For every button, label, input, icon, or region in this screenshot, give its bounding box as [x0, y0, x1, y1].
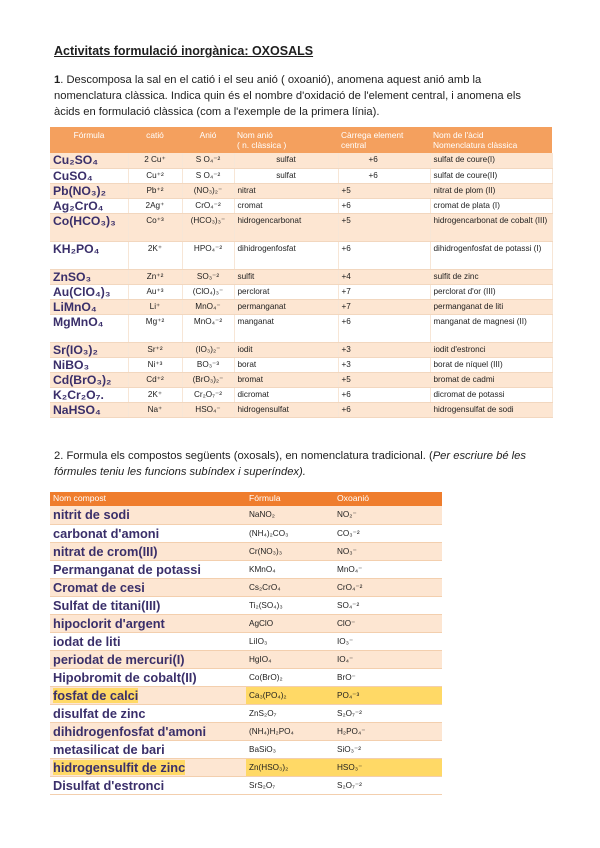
table-row	[50, 183, 552, 198]
header-anion-name	[234, 127, 338, 153]
compound-name-cell	[50, 542, 246, 560]
table-row	[50, 168, 552, 183]
anion-name-cell: hidrogencarbonat	[234, 213, 338, 241]
compound-formula-cell: Cr(NO₃)₃	[246, 542, 334, 560]
charge-cell: +6	[338, 198, 430, 213]
cation-cell: Cd⁺²	[128, 372, 182, 387]
charge-cell: +6	[338, 314, 430, 342]
compound-oxoanion-cell: BrO⁻	[334, 668, 442, 686]
anion-cell: CrO₄⁻²	[182, 198, 234, 213]
page-title: Activitats formulació inorgànica: OXOSALS	[54, 44, 314, 58]
table-row	[50, 402, 552, 417]
table-row	[50, 387, 552, 402]
salt-formula: NiBO₃	[50, 357, 128, 372]
salt-formula: K₂Cr₂O₇.	[50, 387, 128, 402]
charge-cell: +3	[338, 342, 430, 357]
compound-oxoanion-cell: CrO₄⁻²	[334, 578, 442, 596]
compound-name-cell	[50, 560, 246, 578]
compound-name: periodat de mercuri(I)	[53, 651, 185, 667]
compound-name: Sulfat de titani(III)	[53, 597, 161, 613]
header-charge	[338, 127, 430, 153]
compound-formula-cell: Zn(HSO₃)₂	[246, 758, 334, 776]
header-cation: catió	[128, 127, 182, 153]
compound-name: disulfat de zinc	[53, 705, 146, 721]
salt-formula: KH₂PO₄	[50, 241, 128, 269]
table-row	[50, 542, 442, 560]
cation-cell: Cu⁺²	[128, 168, 182, 183]
compound-formula-cell: Co(BrO)₂	[246, 668, 334, 686]
acid-name-cell: hidrogensulfat de sodi	[430, 402, 552, 417]
anion-name-cell: hidrogensulfat	[234, 402, 338, 417]
header-formula: Fórmula	[50, 127, 128, 153]
acid-name-cell: sulfat de coure(II)	[430, 168, 552, 183]
compound-name-cell	[50, 524, 246, 542]
compound-oxoanion-cell: NO₂⁻	[334, 506, 442, 524]
table-row	[50, 650, 442, 668]
compound-name-cell	[50, 740, 246, 758]
compound-formula-cell: Ca₃(PO₄)₂	[246, 686, 334, 704]
anion-name-cell: nitrat	[234, 183, 338, 198]
table-row	[50, 342, 552, 357]
compound-name-cell	[50, 578, 246, 596]
table-row	[50, 524, 442, 542]
anion-cell: S O₄⁻²	[182, 168, 234, 183]
salt-formula: Ag₂CrO₄	[50, 198, 128, 213]
table-row	[50, 284, 552, 299]
compound-name: dihidrogenfosfat d'amoni	[53, 723, 207, 739]
instruction-2-italic: Per escriure bé les fórmules teniu les funcions subíndex i superíndex).	[54, 450, 526, 478]
instruction-1-number: 1	[54, 74, 61, 86]
charge-cell: +6	[338, 168, 430, 183]
salt-formula: LiMnO₄	[50, 299, 128, 314]
compound-formula-cell: BaSiO₃	[246, 740, 334, 758]
acid-name-cell: sulfit de zinc	[430, 269, 552, 284]
salt-formula: NaHSO₄	[50, 402, 128, 417]
cation-cell: Zn⁺²	[128, 269, 182, 284]
compound-name: carbonat d'amoni	[53, 525, 160, 541]
anion-name-cell: perclorat	[234, 284, 338, 299]
acid-name-cell: dicromat de potassi	[430, 387, 552, 402]
charge-cell: +5	[338, 213, 430, 241]
instruction-2	[54, 448, 550, 480]
anion-name-cell: manganat	[234, 314, 338, 342]
instruction-2-text: Formula els compostos següents (oxosals), en nomenclatura tradicional. (	[63, 450, 433, 462]
anion-name-cell: permanganat	[234, 299, 338, 314]
compound-oxoanion-cell: IO₃⁻	[334, 632, 442, 650]
acid-name-cell: borat de níquel (III)	[430, 357, 552, 372]
anion-cell: (ClO₄)₃⁻	[182, 284, 234, 299]
anion-cell: (BrO₃)₂⁻	[182, 372, 234, 387]
anion-name-cell: dicromat	[234, 387, 338, 402]
compound-oxoanion-cell: SO₄⁻²	[334, 596, 442, 614]
acid-name-cell: permanganat de liti	[430, 299, 552, 314]
charge-cell: +6	[338, 387, 430, 402]
table-row	[50, 668, 442, 686]
compound-name-cell	[50, 722, 246, 740]
compound-formula-cell: SrS₂O₇	[246, 776, 334, 794]
anion-cell: MnO₄⁻	[182, 299, 234, 314]
anion-name-cell: dihidrogenfosfat	[234, 241, 338, 269]
charge-cell: +5	[338, 183, 430, 198]
anion-name-cell: bromat	[234, 372, 338, 387]
compound-name-cell	[50, 632, 246, 650]
table-row	[50, 632, 442, 650]
cation-cell: Pb⁺²	[128, 183, 182, 198]
table-row	[50, 740, 442, 758]
compound-oxoanion-cell: H₂PO₄⁻	[334, 722, 442, 740]
cation-cell: 2K⁺	[128, 241, 182, 269]
anion-name-cell: sulfit	[234, 269, 338, 284]
compound-formula-cell: LiIO₃	[246, 632, 334, 650]
compound-name-cell	[50, 506, 246, 524]
compound-name-cell	[50, 758, 246, 776]
table-row	[50, 153, 552, 168]
header-acid-name	[430, 127, 552, 153]
table-formulate-compounds	[50, 492, 442, 795]
compound-oxoanion-cell: S₂O₇⁻²	[334, 776, 442, 794]
salt-formula: ZnSO₃	[50, 269, 128, 284]
anion-cell: Cr₂O₇⁻²	[182, 387, 234, 402]
table-row	[50, 776, 442, 794]
table-row	[50, 506, 442, 524]
charge-cell: +7	[338, 284, 430, 299]
compound-name-cell	[50, 686, 246, 704]
compound-formula-cell: (NH₄)₂CO₃	[246, 524, 334, 542]
compound-oxoanion-cell: IO₄⁻	[334, 650, 442, 668]
cation-cell: Li⁺	[128, 299, 182, 314]
table-row	[50, 269, 552, 284]
table-row	[50, 241, 552, 269]
header-charge-line1: Càrrega element	[341, 130, 404, 140]
table-row	[50, 357, 552, 372]
table-row	[50, 704, 442, 722]
charge-cell: +3	[338, 357, 430, 372]
compound-formula-cell: Ti₂(SO₄)₃	[246, 596, 334, 614]
compound-name: iodat de liti	[53, 633, 121, 649]
anion-cell: (NO₃)₂⁻	[182, 183, 234, 198]
table-row	[50, 198, 552, 213]
anion-cell: HSO₄⁻	[182, 402, 234, 417]
compound-name-cell	[50, 704, 246, 722]
anion-cell: MnO₄⁻²	[182, 314, 234, 342]
compound-formula-cell: (NH₄)H₂PO₄	[246, 722, 334, 740]
salt-formula: Sr(IO₃)₂	[50, 342, 128, 357]
salt-formula: CuSO₄	[50, 168, 128, 183]
salt-formula: Cu₂SO₄	[50, 153, 128, 168]
header-compound-formula: Fórmula	[246, 492, 334, 506]
cation-cell: 2K⁺	[128, 387, 182, 402]
header-compound-oxoanion: Oxoanió	[334, 492, 442, 506]
acid-name-cell: perclorat d'or (III)	[430, 284, 552, 299]
compound-name-cell	[50, 596, 246, 614]
compound-name-cell	[50, 776, 246, 794]
compound-oxoanion-cell: ClO⁻	[334, 614, 442, 632]
compound-name: Hipobromit de cobalt(II)	[53, 669, 197, 685]
charge-cell: +5	[338, 372, 430, 387]
anion-name-cell: sulfat	[234, 153, 338, 168]
compound-oxoanion-cell: PO₄⁻³	[334, 686, 442, 704]
cation-cell: Sr⁺²	[128, 342, 182, 357]
compound-name: Disulfat d'estronci	[53, 777, 165, 793]
compound-name: Cromat de cesi	[53, 579, 145, 595]
salt-formula: MgMnO₄	[50, 314, 128, 342]
charge-cell: +6	[338, 241, 430, 269]
compound-oxoanion-cell: MnO₄⁻	[334, 560, 442, 578]
acid-name-cell: hidrogencarbonat de cobalt (III)	[430, 213, 552, 241]
cation-cell: 2 Cu⁺	[128, 153, 182, 168]
table1-header-row	[50, 127, 552, 153]
instruction-1-text: . Descomposa la sal en el catió i el seu anió ( oxoanió), anomena aquest anió amb la nomenclatura clàssica. Indica quin és el nombre d'oxidació de l'element central, i anomena els àcids en formulació clàssica (com a l'exemple de la primera línia).	[54, 74, 521, 118]
cation-cell: Au⁺³	[128, 284, 182, 299]
cation-cell: Ni⁺³	[128, 357, 182, 372]
compound-formula-cell: KMnO₄	[246, 560, 334, 578]
table-row	[50, 596, 442, 614]
anion-cell: BO₃⁻³	[182, 357, 234, 372]
table-decompose-salts	[50, 127, 553, 418]
compound-name: hidrogensulfit de zinc	[53, 759, 186, 775]
cation-cell: 2Ag⁺	[128, 198, 182, 213]
compound-oxoanion-cell: CO₃⁻²	[334, 524, 442, 542]
header-anion: Anió	[182, 127, 234, 153]
instruction-2-number: 2.	[54, 450, 64, 462]
compound-name: metasilicat de bari	[53, 741, 165, 757]
instruction-1	[54, 72, 550, 120]
table-row	[50, 560, 442, 578]
compound-oxoanion-cell: NO₃⁻	[334, 542, 442, 560]
table-row	[50, 578, 442, 596]
header-acid-name-line2: Nomenclatura clàssica	[433, 140, 518, 150]
table-row	[50, 614, 442, 632]
compound-name-cell	[50, 650, 246, 668]
acid-name-cell: dihidrogenfosfat de potassi (I)	[430, 241, 552, 269]
compound-name: hipoclorit d'argent	[53, 615, 165, 631]
compound-name: nitrit de sodi	[53, 507, 130, 522]
table-row	[50, 372, 552, 387]
compound-formula-cell: AgClO	[246, 614, 334, 632]
anion-name-cell: sulfat	[234, 168, 338, 183]
salt-formula: Cd(BrO₃)₂	[50, 372, 128, 387]
compound-formula-cell: NaNO₂	[246, 506, 334, 524]
table-row	[50, 314, 552, 342]
compound-name-cell	[50, 614, 246, 632]
header-charge-line2: central	[341, 140, 367, 150]
acid-name-cell: bromat de cadmi	[430, 372, 552, 387]
acid-name-cell: sulfat de coure(I)	[430, 153, 552, 168]
table-row	[50, 722, 442, 740]
table-row	[50, 213, 552, 241]
acid-name-cell: manganat de magnesi (II)	[430, 314, 552, 342]
compound-oxoanion-cell: S₂O₇⁻²	[334, 704, 442, 722]
salt-formula: Au(ClO₄)₃	[50, 284, 128, 299]
compound-name: Permanganat de potassi	[53, 561, 201, 577]
charge-cell: +4	[338, 269, 430, 284]
compound-oxoanion-cell: SiO₃⁻²	[334, 740, 442, 758]
compound-name: nitrat de crom(III)	[53, 543, 158, 559]
header-compound-name: Nom compost	[50, 492, 246, 506]
table-row	[50, 758, 442, 776]
compound-oxoanion-cell: HSO₃⁻	[334, 758, 442, 776]
compound-formula-cell: Cs₂CrO₄	[246, 578, 334, 596]
compound-name: fosfat de calci	[53, 687, 139, 703]
anion-cell: SO₃⁻²	[182, 269, 234, 284]
header-acid-name-line1: Nom de l'àcid	[433, 130, 484, 140]
acid-name-cell: cromat de plata (I)	[430, 198, 552, 213]
acid-name-cell: iodit d'estronci	[430, 342, 552, 357]
salt-formula: Co(HCO₃)₃	[50, 213, 128, 241]
cation-cell: Co⁺³	[128, 213, 182, 241]
charge-cell: +7	[338, 299, 430, 314]
anion-name-cell: iodit	[234, 342, 338, 357]
compound-formula-cell: ZnS₂O₇	[246, 704, 334, 722]
cation-cell: Mg⁺²	[128, 314, 182, 342]
anion-cell: (IO₃)₂⁻	[182, 342, 234, 357]
table2-header-row	[50, 492, 442, 506]
anion-cell: HPO₄⁻²	[182, 241, 234, 269]
table-row	[50, 686, 442, 704]
anion-cell: (HCO₃)₃⁻	[182, 213, 234, 241]
compound-formula-cell: HgIO₄	[246, 650, 334, 668]
charge-cell: +6	[338, 153, 430, 168]
acid-name-cell: nitrat de plom (II)	[430, 183, 552, 198]
header-anion-name-line2: ( n. clàssica )	[237, 140, 287, 150]
header-anion-name-line1: Nom anió	[237, 130, 273, 140]
salt-formula: Pb(NO₃)₂	[50, 183, 128, 198]
cation-cell: Na⁺	[128, 402, 182, 417]
table-row	[50, 299, 552, 314]
anion-name-cell: cromat	[234, 198, 338, 213]
anion-name-cell: borat	[234, 357, 338, 372]
charge-cell: +6	[338, 402, 430, 417]
anion-cell: S O₄⁻²	[182, 153, 234, 168]
compound-name-cell	[50, 668, 246, 686]
